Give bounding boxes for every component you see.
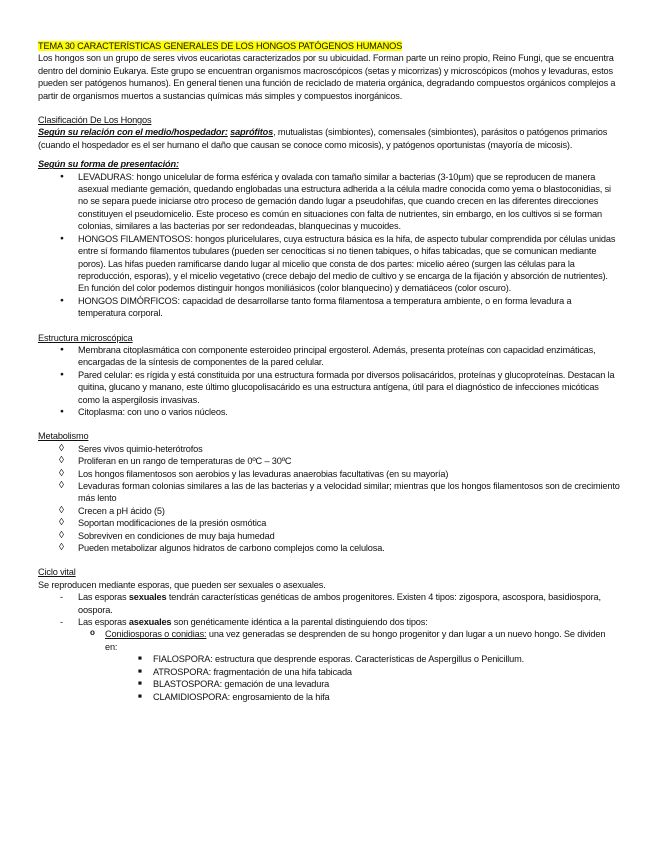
document-title-line bbox=[38, 40, 620, 52]
relacion-label: Según su relación con el medio/hospedador: bbox=[38, 127, 228, 138]
estructura-list bbox=[38, 344, 620, 418]
relacion-bold: saprófitos bbox=[230, 127, 274, 138]
list-item-asexuales bbox=[38, 616, 620, 628]
list-item: ■ FIALOSPORA: estructura que desprende esporas. Características de Aspergillus o Penicillum. bbox=[38, 653, 620, 665]
list-item: ◊ Proliferan en un rango de temperaturas de 0ºC – 30ºC bbox=[38, 455, 620, 467]
list-item: ■ ATROSPORA: fragmentación de una hifa tabicada bbox=[38, 666, 620, 678]
list-item: ■ BLASTOSPORA: gemación de una levadura bbox=[38, 678, 620, 690]
sexuales-pre: Las esporas bbox=[78, 592, 129, 603]
list-item: ◊ Soportan modificaciones de la presión osmótica bbox=[38, 517, 620, 529]
list-item: ◊ Los hongos filamentosos son aerobios y las levaduras anaerobias facultativas (en su mayoría) bbox=[38, 468, 620, 480]
list-item: ◊ Sobreviven en condiciones de muy baja humedad bbox=[38, 530, 620, 542]
list-item: ◊ Pueden metabolizar algunos hidratos de carbono complejos como la celulosa. bbox=[38, 542, 620, 554]
document-title: TEMA 30 CARACTERÍSTICAS GENERALES DE LOS HONGOS PATÓGENOS HUMANOS bbox=[38, 41, 403, 51]
list-item: ● HONGOS DIMÓRFICOS: capacidad de desarrollarse tanto forma filamentosa a temperatura ambiente, o en forma levadura a temperatura corporal. bbox=[38, 295, 620, 320]
list-item: ◊ Seres vivos quimio-heterótrofos bbox=[38, 443, 620, 455]
list-item: ● Membrana citoplasmática con componente esteroideo principal ergosterol. Además, presenta proteínas con capacidad enzimáticas, encargadas de la síntesis de componentes de la pared celular. bbox=[38, 344, 620, 369]
conidio-text: una vez generadas se desprenden de su hongo progenitor y dan lugar a un nuevo hongo. Se dividen en: bbox=[105, 629, 606, 652]
tipos-list bbox=[38, 653, 620, 703]
list-item: ● HONGOS FILAMENTOSOS: hongos pluricelulares, cuya estructura básica es la hifa, de aspecto tubular comprendida por células unidas entre sí formando filamentos tubulares (pueden ser cenocíticas si no tienen tabiques, o hifas tabicadas, que se comunican mediante poros). Las hifas pueden ramificarse dando lugar al micelio que consta de dos partes: micelio aéreo (surgen las células para la reproducción, esporas), y el micelio vegetativo (crece debajo del medio de cultivo y se encarga de la fijación y absorción de nutrientes). En función del color podemos distinguir hongos moniliásicos (color blanquecino) y dematiáceos (color oscuro). bbox=[38, 233, 620, 295]
asexuales-post: son genéticamente idéntica a la parental distinguiendo dos tipos: bbox=[171, 617, 428, 628]
relacion-paragraph bbox=[38, 126, 620, 151]
sexuales-post: tendrán características genéticas de ambos progenitores. Existen 4 tipos: zigospora, ascospora, basidiospora, oospora. bbox=[78, 592, 601, 615]
ciclo-intro: Se reproducen mediante esporas, que pueden ser sexuales o asexuales. bbox=[38, 579, 326, 590]
clasificacion-heading: Clasificación De Los Hongos bbox=[38, 115, 152, 126]
relacion-text: , mutualistas (simbiontes), comensales (simbiontes), parásitos o patógenos primarios (cuando el hospedador es el ser humano el daño que causan se conoce como micosis), y patógenos oportunistas (mayoría de micosis). bbox=[38, 127, 608, 150]
list-item-conidio bbox=[38, 628, 620, 653]
asexuales-pre: Las esporas bbox=[78, 617, 129, 628]
metabolismo-list bbox=[38, 443, 620, 555]
conidio-list bbox=[38, 628, 620, 653]
metabolismo-heading: Metabolismo bbox=[38, 431, 89, 442]
list-item: ● Pared celular: es rígida y está constituida por una estructura formada por diversos polisacáridos, proteínas y glucoproteínas. Destacan la quitina, glucano y manano, este último glucopolisacárido es una estructura antígena, útil para el diagnóstico de infecciones micóticas como la aspergilosis invasivas. bbox=[38, 369, 620, 406]
conidio-label: Conidiosporas o conidias: bbox=[105, 629, 207, 640]
forma-heading: Según su forma de presentación: bbox=[38, 159, 179, 170]
list-item: ◊ Levaduras forman colonias similares a las de las bacterias y a velocidad similar; mientras que los hongos filamentosos son de crecimiento más lento bbox=[38, 480, 620, 505]
list-item: ◊ Crecen a pH ácido (5) bbox=[38, 505, 620, 517]
list-item: ■ CLAMIDIOSPORA: engrosamiento de la hifa bbox=[38, 691, 620, 703]
forma-list bbox=[38, 171, 620, 320]
estructura-heading: Estructura microscópica bbox=[38, 332, 133, 343]
list-item: ● Citoplasma: con uno o varios núcleos. bbox=[38, 406, 620, 418]
document-page bbox=[38, 40, 620, 703]
list-item-sexuales bbox=[38, 591, 620, 616]
sexuales-bold: sexuales bbox=[128, 592, 167, 603]
list-item: ● LEVADURAS: hongo unicelular de forma esférica y ovalada con tamaño similar a bacterias (3-10µm) que se reproducen de manera asexual mediante gemación, quedando englobadas una estructura adherida a la célula madre conocida como yema o blastoconidias, si no se separa puede iniciarse otro proceso de gemación dando lugar a pseudohifas, que cuando crecen en las diferentes direcciones constituyen el pseudomicelio. Este proceso es común en situaciones con falta de nutrientes, sin embargo, en los cultivos si se forman colonias, similares a las bacterias por ser redondeadas, blanquecinas y mucoides. bbox=[38, 171, 620, 233]
ciclo-heading: Ciclo vital bbox=[38, 567, 76, 578]
asexuales-bold: asexuales bbox=[128, 617, 172, 628]
ciclo-list bbox=[38, 591, 620, 628]
intro-paragraph: Los hongos son un grupo de seres vivos eucariotas caracterizados por su ubicuidad. Forman parte un reino propio, Reino Fungi, que se encuentra dentro del dominio Eukarya. Este grupo se encuentran organismos macroscópicos (setas y micorrizas) y microscópicos (mohos y levaduras, estos pueden ser patógenos humanos). En general tienen una función de reciclado de materia orgánica, degradando compuestos orgánicos complejos a partir de organismos muertos a sustancias químicas más simples y compuestos inorgánicos. bbox=[38, 53, 616, 101]
